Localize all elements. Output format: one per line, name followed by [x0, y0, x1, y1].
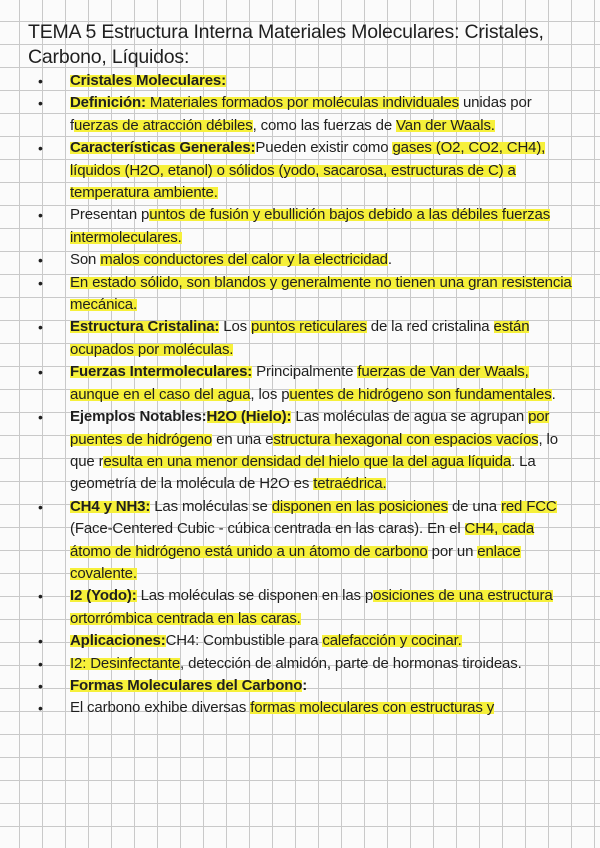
highlighted-text: red FCC — [500, 497, 557, 515]
item-text: Los — [219, 318, 252, 336]
item-text: El carbono exhibe diversas — [70, 699, 251, 717]
bullet-icon: • — [38, 633, 43, 650]
item-text: Principalmente — [252, 363, 358, 381]
list-item — [0, 630, 600, 652]
bullet-icon: • — [38, 655, 43, 672]
highlighted-text: malos conductores del calor y la electricidad — [100, 251, 388, 269]
item-text: , como las fuerzas de — [252, 116, 397, 134]
highlighted-text: esulta en una menor densidad del hielo que la del agua líquida — [103, 452, 512, 470]
highlighted-text: Cristales Moleculares: — [70, 72, 226, 89]
list-item — [0, 653, 600, 675]
list-item — [0, 675, 600, 697]
highlighted-text: Características Generales: — [70, 139, 256, 157]
item-text: Pueden existir como — [255, 139, 393, 157]
highlighted-text: formas moleculares con estructuras y — [250, 699, 495, 717]
highlighted-text: En estado sólido, son blandos y generalmente no tienen una gran resistencia mecánica. — [70, 273, 572, 314]
list-item — [0, 361, 600, 406]
item-text: (Face-Centered Cubic - cúbica centrada en las caras). En el — [70, 520, 465, 538]
bullet-icon: • — [38, 588, 43, 605]
highlighted-text: Formas Moleculares del Carbono — [70, 676, 303, 694]
highlighted-text: H2O (Hielo): — [206, 408, 292, 426]
highlighted-text: osiciones de una estructura ortorrómbica centrada en las caras. — [70, 587, 553, 627]
item-text: . — [387, 251, 392, 269]
note-title: TEMA 5 Estructura Interna Materiales Moleculares: Cristales, Carbono, Líquidos: — [28, 21, 544, 68]
list-item — [0, 496, 600, 586]
highlighted-text: disponen en las posiciones — [271, 497, 448, 515]
highlighted-text: Definición: — [70, 94, 146, 112]
highlighted-text: Materiales formados por moléculas individuales — [145, 94, 459, 112]
item-text: Las moléculas de agua se agrupan — [291, 408, 529, 426]
list-item — [0, 92, 600, 137]
bullet-icon: • — [38, 364, 43, 381]
highlighted-text: Van der Waals. — [396, 116, 495, 134]
bullet-icon: • — [38, 319, 43, 336]
bullet-icon: • — [38, 207, 43, 224]
highlighted-text: uentes de hidrógeno son fundamentales — [289, 385, 552, 403]
bullet-icon: • — [38, 498, 43, 515]
item-text: CH4: Combustible para — [165, 632, 323, 650]
bullet-icon: • — [38, 409, 43, 426]
list-item — [0, 137, 600, 204]
list-item — [0, 585, 600, 630]
bullet-icon: • — [38, 252, 43, 269]
highlighted-text: tetraédrica. — [313, 475, 387, 493]
list-item — [0, 70, 600, 92]
highlighted-text: I2: — [70, 654, 91, 672]
highlighted-text: untos de fusión y ebullición bajos debido a las débiles fuerzas intermoleculares. — [70, 206, 551, 246]
bullet-icon: • — [38, 677, 43, 694]
highlighted-text: CH4 y NH3: — [70, 497, 151, 515]
highlighted-text: Fuerzas Intermoleculares: — [70, 363, 253, 381]
highlighted-text: Desinfectante — [90, 654, 181, 672]
item-text: , lo que r — [70, 430, 558, 470]
item-text: unidas por f — [70, 94, 532, 134]
highlighted-text: uerzas de atracción débiles — [74, 116, 253, 134]
bullet-icon: • — [38, 700, 43, 717]
list-item — [0, 406, 600, 496]
item-text: Las moléculas se — [150, 497, 272, 515]
highlighted-text: están ocupados por moléculas. — [70, 318, 530, 358]
list-item — [0, 697, 600, 719]
highlighted-text: por puentes de hidrógeno — [70, 408, 550, 448]
list-item — [0, 316, 600, 361]
item-text: , detección de almidón, parte de hormonas tiroideas. — [180, 654, 522, 672]
list-item — [0, 204, 600, 249]
highlighted-text: I2 (Yodo): — [70, 587, 137, 605]
item-text: : — [302, 676, 308, 694]
bullet-icon: • — [38, 274, 43, 291]
highlighted-text: puntos reticulares — [251, 318, 367, 336]
bullet-list — [0, 70, 600, 720]
item-text: Son — [70, 251, 101, 269]
list-item — [0, 249, 600, 271]
highlighted-text: fuerzas de Van der Waals, aunque en el caso del agua — [70, 363, 529, 403]
item-text: Ejemplos Notables: — [70, 408, 207, 426]
item-text: Presentan p — [70, 206, 150, 224]
highlighted-text: gases (O2, CO2, CH4), líquidos (H2O, etanol) o sólidos (yodo, sacarosa, estructuras de C) a temperatura ambiente. — [70, 139, 546, 202]
item-text: Las moléculas se disponen en las p — [136, 587, 374, 605]
bullet-icon: • — [38, 95, 43, 112]
bullet-icon: • — [38, 73, 43, 89]
highlighted-text: Estructura Cristalina: — [70, 318, 220, 336]
item-text: , los p — [250, 385, 290, 403]
list-item — [0, 272, 600, 317]
bullet-icon: • — [38, 140, 43, 157]
highlighted-text: enlace covalente. — [70, 542, 521, 582]
highlighted-text: structura hexagonal con espacios vacíos — [273, 430, 539, 448]
highlighted-text: Aplicaciones: — [70, 632, 166, 650]
item-text: . — [551, 385, 556, 403]
item-text: de la red cristalina — [366, 318, 494, 336]
item-text: en una e — [212, 430, 274, 448]
item-text: por un — [427, 542, 478, 560]
item-text: . La geometría de la molécula de H2O es — [70, 452, 536, 493]
highlighted-text: calefacción y cocinar. — [322, 632, 462, 650]
highlighted-text: CH4, cada átomo de hidrógeno está unido a un átomo de carbono — [70, 520, 535, 560]
item-text: de una — [447, 497, 501, 515]
